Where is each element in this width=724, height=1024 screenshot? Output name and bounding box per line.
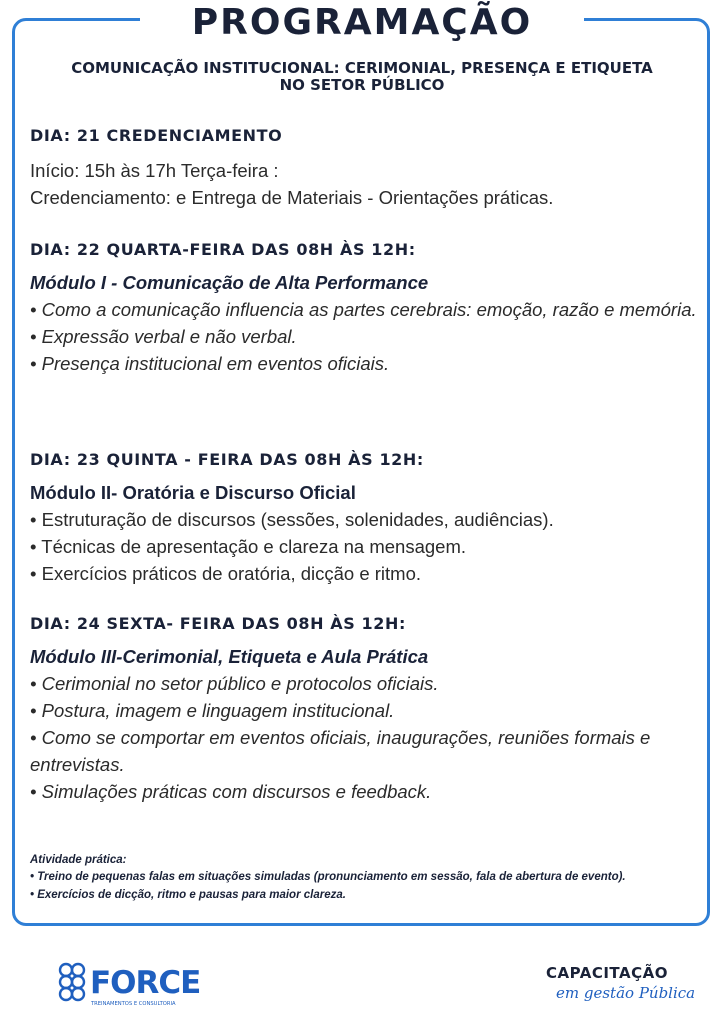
- practical-activity-note: [30, 852, 710, 904]
- list-item: • Estruturação de discursos (sessões, solenidades, audiências).: [30, 509, 554, 530]
- capacitacao-script: em gestão Pública: [556, 984, 696, 1002]
- capacitacao-title: CAPACITAÇÃO: [546, 964, 668, 982]
- day-heading: DIA: 21 CREDENCIAMENTO: [30, 126, 283, 145]
- day-heading: DIA: 23 QUINTA - FEIRA DAS 08H ÀS 12H:: [30, 450, 424, 469]
- note-list: [30, 868, 710, 904]
- topic-list: [30, 296, 700, 377]
- list-item: • Presença institucional em eventos oficiais.: [30, 353, 390, 374]
- force-logo: [56, 960, 201, 1008]
- day-heading: DIA: 22 QUARTA-FEIRA DAS 08H ÀS 12H:: [30, 240, 416, 259]
- topic-list: [30, 670, 700, 805]
- module-title: Módulo II- Oratória e Discurso Oficial: [30, 482, 356, 503]
- module-title: Módulo III-Cerimonial, Etiqueta e Aula Prática: [30, 646, 429, 667]
- list-item: • Cerimonial no setor público e protocolos oficiais.: [30, 673, 439, 694]
- page-subtitle: COMUNICAÇÃO INSTITUCIONAL: CERIMONIAL, PRESENÇA E ETIQUETA NO SETOR PÚBLICO: [71, 59, 653, 94]
- logo-tagline: TREINAMENTOS E CONSULTORIA: [91, 1001, 176, 1007]
- schedule-line: Credenciamento: e Entrega de Materiais - Orientações práticas.: [30, 187, 554, 208]
- knot-icon: [60, 964, 84, 1000]
- capacitacao-logo: [540, 960, 700, 1008]
- list-item: • Postura, imagem e linguagem institucional.: [30, 700, 395, 721]
- capacitacao-logo-mark: [540, 960, 700, 1008]
- day-heading: DIA: 24 SEXTA- FEIRA DAS 08H ÀS 12H:: [30, 614, 406, 633]
- note-label: Atividade prática:: [30, 854, 127, 866]
- list-item: • Expressão verbal e não verbal.: [30, 326, 297, 347]
- day-section-23: [30, 450, 700, 587]
- module-title: Módulo I - Comunicação de Alta Performance: [30, 272, 429, 293]
- list-item: • Técnicas de apresentação e clareza na mensagem.: [30, 536, 466, 557]
- list-item: • Simulações práticas com discursos e feedback.: [30, 781, 432, 802]
- list-item: • Exercícios de dicção, ritmo e pausas para maior clareza.: [30, 889, 346, 901]
- logo-wordmark: FORCE: [90, 965, 201, 1001]
- day-section-21: [30, 126, 700, 211]
- list-item: • Exercícios práticos de oratória, dicção e ritmo.: [30, 563, 422, 584]
- force-logo-mark: [56, 960, 201, 1008]
- schedule-line: Início: 15h às 17h Terça-feira :: [30, 160, 279, 181]
- list-item: • Como a comunicação influencia as partes cerebrais: emoção, razão e memória.: [30, 299, 697, 320]
- list-item: • Treino de pequenas falas em situações simuladas (pronunciamento em sessão, fala de abertura de evento).: [30, 871, 626, 883]
- topic-list: [30, 506, 700, 587]
- list-item: • Como se comportar em eventos oficiais, inaugurações, reuniões formais e entrevistas.: [30, 727, 651, 775]
- page-title: PROGRAMAÇÃO: [191, 2, 533, 43]
- day-section-24: [30, 614, 700, 805]
- day-section-22: [30, 240, 700, 377]
